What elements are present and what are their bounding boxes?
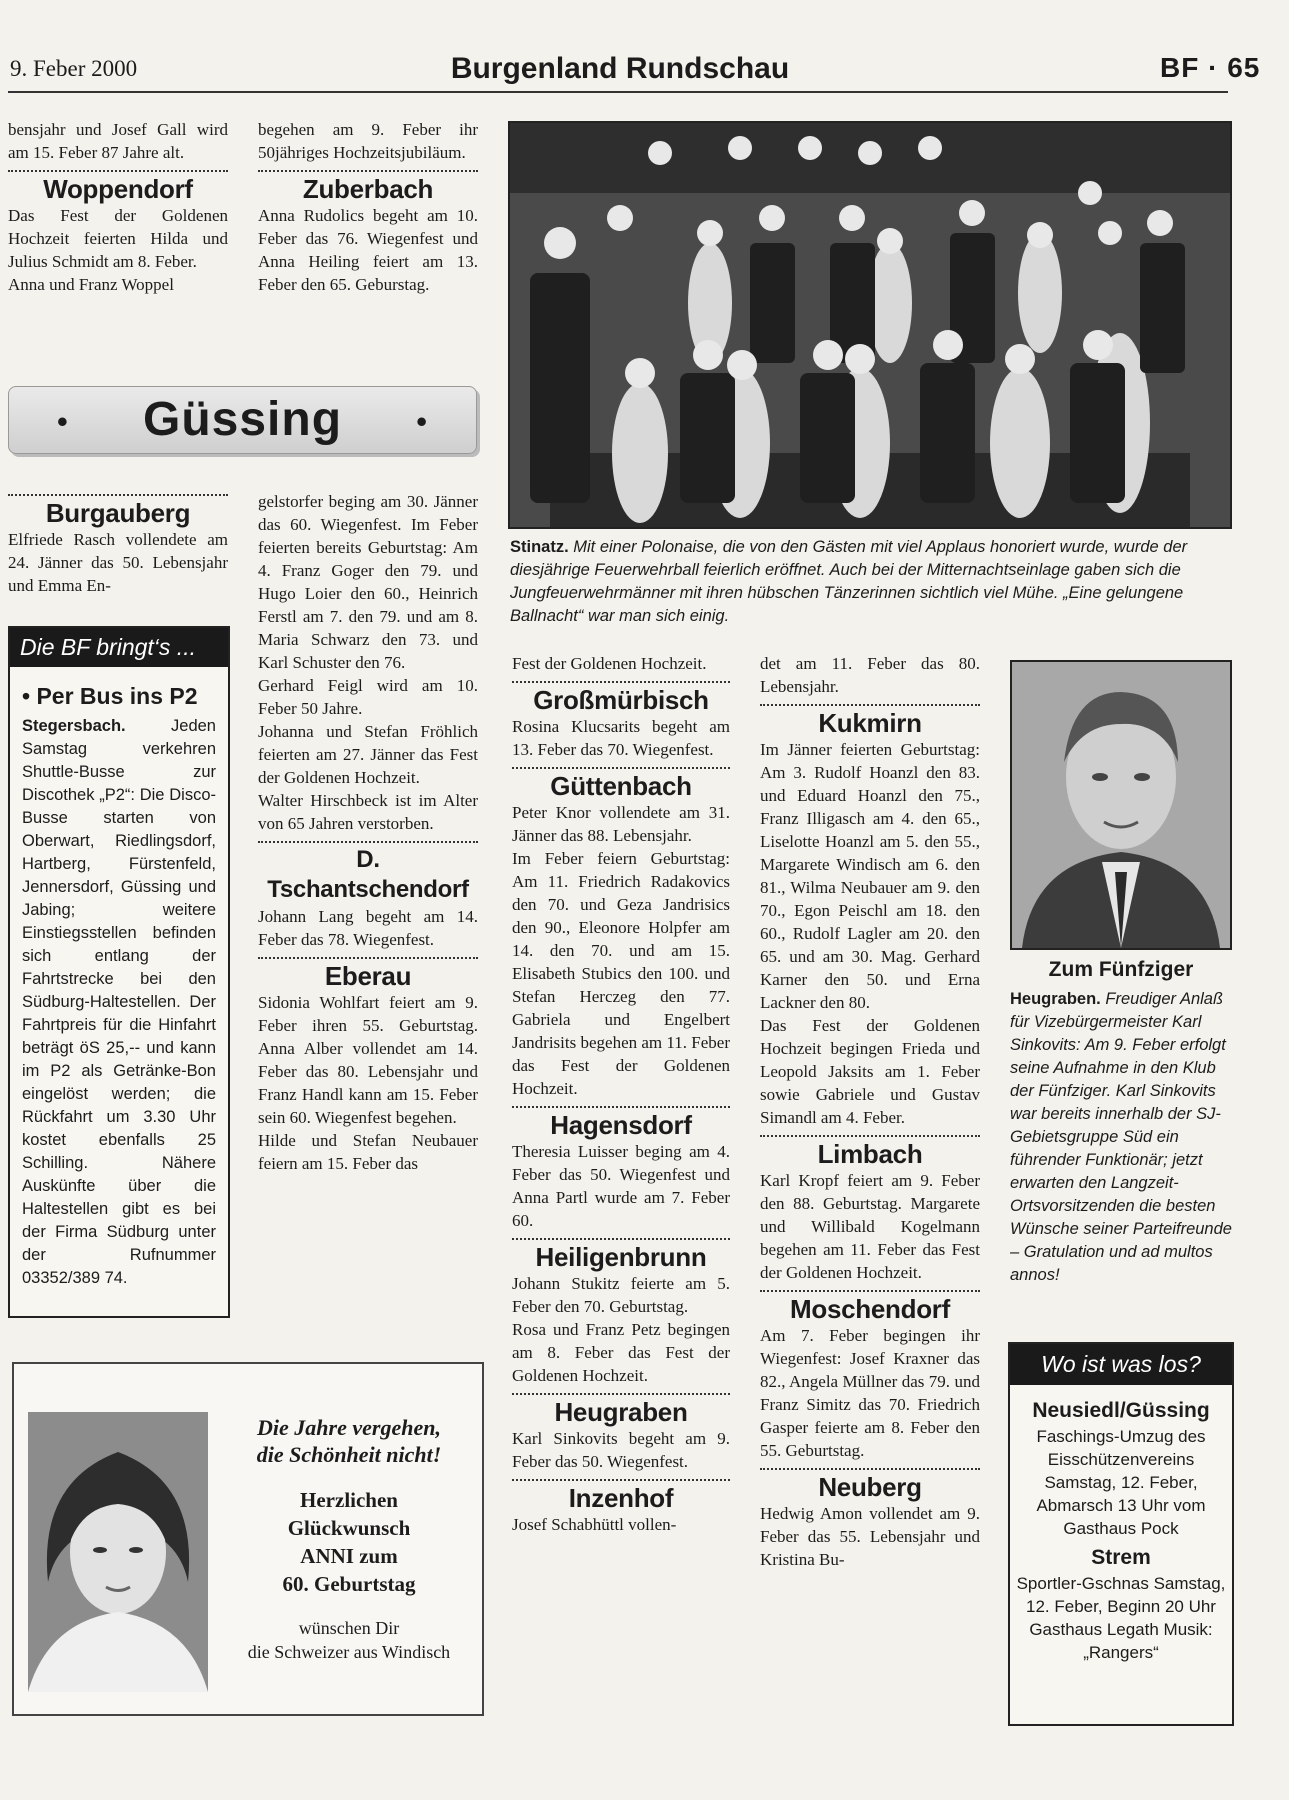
section-heading-burgauberg: Burgauberg [45, 498, 191, 528]
event-title: Neusiedl/Güssing [1032, 1399, 1210, 1422]
article-text: Johann Lang begeht am 14. Feber das 78. Wiegenfest. [258, 907, 478, 949]
section-heading-limbach: Limbach [817, 1139, 923, 1169]
page-number: BF · 65 [1160, 52, 1261, 83]
issue-date: 9. Feber 2000 [10, 56, 138, 81]
section-heading-kukmirn: Kukmirn [818, 708, 922, 738]
event-title: Strem [1091, 1546, 1151, 1569]
section-heading-guettenbach: Güttenbach [550, 771, 692, 801]
events-box-heading: Wo ist was los? [1010, 1344, 1232, 1385]
divider [760, 1468, 980, 1470]
section-heading-neuberg: Neuberg [818, 1472, 922, 1502]
article-text: Das Fest der Goldenen Hochzeit feierten Hilda und Julius Schmidt am 8. Feber. [8, 206, 228, 271]
bf-info-box [8, 626, 230, 1318]
divider [512, 681, 730, 683]
article-text: Sidonia Wohlfart feiert am 9. Feber ihren 55. Geburtstag. Anna Alber vollendet am 14. Feber das 80. Lebensjahr und Franz Handl kann am 15. Feber sein 60. Wiegenfest begehen. [258, 993, 478, 1127]
newspaper-title: Burgenland Rundschau [450, 52, 790, 85]
divider [512, 767, 730, 769]
region-title: Güssing [142, 393, 343, 446]
article-text: Karl Kropf feiert am 9. Feber den 88. Geburtstag. Margarete und Willibald Kogelmann begehen am 11. Feber das Fest der Goldenen Hochzeit. [760, 1171, 980, 1282]
event-text: Sportler-Gschnas Samstag, 12. Feber, Beginn 20 Uhr Gasthaus Legath Musik: „Rangers“ [1016, 1574, 1226, 1662]
article-text: Karl Sinkovits begeht am 9. Feber das 50. Wiegenfest. [512, 1429, 730, 1471]
column-1 [8, 494, 228, 597]
article-text: Johann Stukitz feierte am 5. Feber den 70. Geburtstag. [512, 1274, 730, 1316]
info-box-heading: Die BF bringt‘s ... [10, 628, 228, 667]
group-photo [508, 121, 1232, 529]
events-box [1008, 1342, 1234, 1726]
event-text: Faschings-Umzug des Eisschützenvereins Samstag, 12. Feber, Abmarsch 13 Uhr vom Gasthaus Pock [1036, 1427, 1206, 1538]
article-text: Rosina Klucsarits begeht am 13. Feber das 70. Wiegenfest. [512, 717, 730, 759]
divider [8, 170, 228, 172]
divider [760, 704, 980, 706]
article-text: Josef Schabhüttl vollen- [512, 1515, 677, 1534]
portrait-caption-text: Freudiger Anlaß für Vizebürgermeister Karl Sinkovits: Am 9. Feber erfolgt seine Aufnahme in den Klub der Fünfziger. Karl Sinkovits war bereits innerhalb der SJ-Gebietsgruppe Süd ein führender Funktionär; jetzt erwarten den Langzeit-Ortsvorsitzenden die besten Wünsche seiner Parteifreunde – Gratulation und ad multos annos! [1010, 990, 1232, 1284]
portrait-photo [1010, 660, 1232, 950]
article-text: begehen am 9. Feber ihr 50jähriges Hochzeitsjubiläum. [258, 120, 478, 162]
section-heading-zuberbach: Zuberbach [302, 174, 434, 204]
bullet-icon: • [416, 405, 428, 439]
section-heading-inzenhof: Inzenhof [568, 1483, 674, 1513]
article-text: det am 11. Feber das 80. Lebensjahr. [760, 654, 980, 696]
ad-greeting-3: ANNI zum [300, 1544, 398, 1568]
section-heading-grossmuerbisch: Großmürbisch [533, 685, 709, 715]
article-text: Hedwig Amon vollendet am 9. Feber das 55. Lebensjahr und Kristina Bu- [760, 1504, 980, 1569]
section-heading-moschendorf: Moschendorf [790, 1294, 950, 1324]
ad-sender-2: die Schweizer aus Windisch [247, 1642, 451, 1662]
header-rule [8, 91, 1228, 93]
region-banner [8, 386, 477, 454]
section-heading-heiligenbrunn: Heiligenbrunn [535, 1242, 707, 1272]
section-heading-heugraben: Heugraben [554, 1397, 688, 1427]
divider [760, 1135, 980, 1137]
birthday-ad [12, 1362, 484, 1716]
info-box-place: Stegersbach. [22, 717, 126, 735]
portrait-caption-place: Heugraben. [1010, 990, 1101, 1008]
section-heading-eberau: Eberau [324, 961, 412, 991]
article-text: Das Fest der Goldenen Hochzeit begingen Frieda und Leopold Jaksits am 1. Feber sowie Gabriele und Gustav Simandl am 4. Feber. [760, 1016, 980, 1127]
divider [760, 1290, 980, 1292]
divider [512, 1106, 730, 1108]
article-text: Hilde und Stefan Neubauer feiern am 15. Feber das [258, 1131, 478, 1173]
article-text: Gerhard Feigl wird am 10. Feber 50 Jahre. [258, 676, 478, 718]
ad-greeting-4: 60. Geburtstag [282, 1572, 416, 1596]
ad-slogan-1: Die Jahre vergehen, [257, 1415, 441, 1440]
info-box-text: Jeden Samstag verkehren Shuttle-Busse zur Discothek „P2“: Die Disco-Busse starten von Oberwart, Riedlingsdorf, Hartberg, Fürstenfeld, Jennersdorf, Güssing und Jabing; weitere Einstiegsstellen befinden sich entlang der Fahrtstrecke bei den Südburg-Haltestellen. Der Fahrtpreis für die Hinfahrt beträgt öS 25,-- und kann im P2 als Getränke-Bon eingelöst werden; die Rückfahrt um 3.30 Uhr kostet ebenfalls 25 Schilling. Nähere Auskünfte über die Haltestellen gibt es bei der Firma Südburg unter der Rufnummer 03352/389 74. [22, 717, 216, 1287]
article-text: Theresia Luisser beging am 4. Feber das 50. Wiegenfest und Anna Partl wurde am 7. Feber 60. [512, 1142, 730, 1230]
section-heading-tschantschendorf: D. Tschantschendorf [267, 846, 469, 903]
article-text: Elfriede Rasch vollendete am 24. Jänner das 50. Lebensjahr und Emma En- [8, 530, 228, 595]
article-text: Rosa und Franz Petz begingen am 8. Feber das Fest der Goldenen Hochzeit. [512, 1320, 730, 1385]
divider [8, 494, 228, 496]
section-heading-hagensdorf: Hagensdorf [550, 1110, 692, 1140]
caption-text: Mit einer Polonaise, die von den Gästen mit viel Applaus honoriert wurde, wurde der diesjährige Feuerwehrball feierlich eröffnet. Auch bei der Mitternachtseinlage gaben sich die Jungfeuerwehrmänner mit ihren hübschen Tänzerinnen sichtlich viel Mühe. „Eine gelungene Ballnacht“ war man sich einig. [510, 538, 1188, 625]
article-text: Am 7. Feber begingen ihr Wiegenfest: Josef Kraxner das 82., Angela Müllner das 79. und Franz Simitz das 70. Friedrich Gasper feierte am 8. Feber den 55. Geburtstag. [760, 1326, 980, 1460]
caption-place: Stinatz. [510, 538, 569, 556]
column-2 [258, 490, 478, 1175]
divider [258, 841, 478, 843]
divider [512, 1238, 730, 1240]
article-text: Anna Rudolics begeht am 10. Feber das 76. Wiegenfest und Anna Heiling feiert am 13. Feber den 65. Geburstag. [258, 206, 478, 294]
ad-greeting-1: Herzlichen [300, 1488, 398, 1512]
article-text: Fest der Goldenen Hochzeit. [512, 654, 707, 673]
top-column-1 [8, 118, 228, 296]
group-photo-image [510, 123, 1230, 527]
section-heading-woppendorf: Woppendorf [43, 174, 193, 204]
photo-caption [510, 536, 1230, 628]
article-text: Peter Knor vollendete am 31. Jänner das 88. Lebensjahr. [512, 803, 730, 845]
top-column-2 [258, 118, 478, 296]
article-text: Walter Hirschbeck ist im Alter von 65 Jahren verstorben. [258, 791, 478, 833]
column-4 [760, 652, 980, 1571]
bullet-icon: • [57, 405, 69, 439]
divider [258, 170, 478, 172]
article-text: Anna und Franz Woppel [8, 275, 174, 294]
article-text: gelstorfer beging am 30. Jänner das 60. Wiegenfest. Im Feber feierten bereits Geburtstag: Am 4. Franz Goger den 79. und Hugo Loier den 60., Heinrich Ferstl am 7. den 79. und am 8. Maria Schwarz den 73. und Karl Schuster den 76. [258, 492, 478, 672]
article-text: Im Jänner feierten Geburtstag: Am 3. Rudolf Hoanzl den 83. und Eduard Hoanzl den 75., Franz Illigasch am 4. den 65., Liselotte Hoanzl am 5. den 55., Margarete Windisch am 6. den 81., Wilma Neubauer am 9. den 70., Egon Peischl am 18. den 60., Rudolf Lagler am 20. den 65. und am 30. Mag. Gerhard Karner den 50. und Erna Lackner den 80. [760, 740, 980, 1012]
divider [512, 1393, 730, 1395]
ad-sender-1: wünschen Dir [298, 1618, 400, 1638]
ad-slogan-2: die Schönheit nicht! [256, 1442, 442, 1467]
divider [512, 1479, 730, 1481]
portrait-image [1012, 662, 1230, 948]
article-text: Im Feber feiern Geburtstag: Am 11. Friedrich Radakovics den 70. und Geza Jandrisics den 90., Eleonore Holpfer am 14. den 70. und am 15. Elisabeth Stubics den 100. und Stefan Herczeg den 77. Gabriela und Engelbert Jandrisits begehen am 11. Feber das Fest der Goldenen Hochzeit. [512, 849, 730, 1098]
article-text: Johanna und Stefan Fröhlich feierten am 27. Jänner das Fest der Goldenen Hochzeit. [258, 722, 478, 787]
column-3 [512, 652, 730, 1536]
ad-greeting-2: Glückwunsch [287, 1516, 411, 1540]
info-box-subheading: • Per Bus ins P2 [22, 683, 198, 709]
article-text: bensjahr und Josef Gall wird am 15. Feber 87 Jahre alt. [8, 120, 228, 162]
portrait-caption [1010, 956, 1232, 1287]
portrait-caption-title: Zum Fünfziger [1048, 958, 1194, 981]
ad-portrait-image [28, 1412, 208, 1692]
divider [258, 957, 478, 959]
